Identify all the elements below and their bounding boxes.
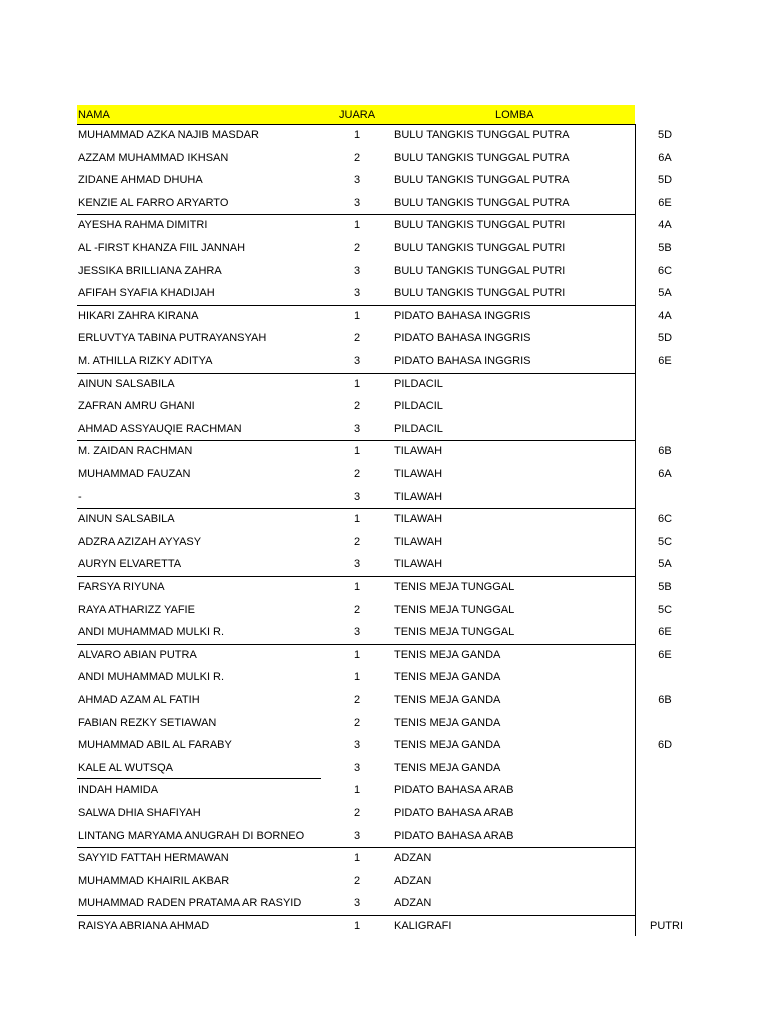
table-row xyxy=(0,192,768,215)
cell-juara: 1 xyxy=(353,377,361,390)
cell-nama: AHMAD AZAM AL FATIH xyxy=(78,694,200,706)
cell-kelas: 5A xyxy=(658,287,672,300)
cell-juara: 1 xyxy=(353,671,361,684)
cell-juara: 3 xyxy=(353,174,361,187)
cell-lomba: ADZAN xyxy=(394,897,432,910)
cell-juara: 1 xyxy=(353,852,361,865)
header-lomba: LOMBA xyxy=(495,109,534,121)
table-row xyxy=(0,915,768,938)
cell-juara: 1 xyxy=(353,129,361,141)
table-row xyxy=(0,621,768,644)
table-row xyxy=(0,576,768,599)
cell-lomba: PIDATO BAHASA ARAB xyxy=(394,807,514,819)
cell-nama: AHMAD ASSYAUQIE RACHMAN xyxy=(78,422,242,435)
cell-juara: 1 xyxy=(353,581,361,593)
cell-juara: 1 xyxy=(353,445,361,458)
cell-juara: 2 xyxy=(353,807,361,819)
cell-nama: AZZAM MUHAMMAD IKHSAN xyxy=(78,151,229,164)
group-divider xyxy=(77,305,636,306)
cell-juara: 2 xyxy=(353,400,361,413)
table-row xyxy=(0,757,768,780)
cell-juara: 2 xyxy=(353,332,361,345)
cell-juara: 1 xyxy=(353,784,361,797)
table-row xyxy=(0,802,768,825)
table-right-border xyxy=(635,124,636,936)
cell-juara: 1 xyxy=(353,920,361,932)
cell-lomba: TILAWAH xyxy=(394,468,443,480)
table-row xyxy=(0,847,768,870)
cell-kelas: 4A xyxy=(658,219,672,232)
cell-nama: JESSIKA BRILLIANA ZAHRA xyxy=(78,264,222,277)
table-row xyxy=(0,870,768,893)
cell-juara: 2 xyxy=(353,603,361,616)
group-divider xyxy=(77,373,636,374)
table-row xyxy=(0,779,768,802)
cell-lomba: PIDATO BAHASA INGGRIS xyxy=(394,332,531,345)
cell-juara: 3 xyxy=(353,422,361,435)
table-row xyxy=(0,531,768,554)
cell-kelas: 6A xyxy=(658,151,672,164)
cell-nama: ZAFRAN AMRU GHANI xyxy=(78,400,195,413)
cell-kelas: 5A xyxy=(658,558,672,571)
cell-lomba: ADZAN xyxy=(394,852,432,865)
cell-juara: 2 xyxy=(353,694,361,706)
table-row xyxy=(0,463,768,486)
cell-kelas: 6E xyxy=(658,196,672,209)
cell-nama: AINUN SALSABILA xyxy=(78,377,175,390)
cell-kelas: 5B xyxy=(658,581,672,593)
cell-lomba: KALIGRAFI xyxy=(394,920,452,932)
table-row xyxy=(0,124,768,147)
table-row xyxy=(0,508,768,531)
table-header xyxy=(77,105,635,124)
table-row xyxy=(0,237,768,260)
group-divider xyxy=(77,508,636,509)
cell-juara: 2 xyxy=(353,874,361,887)
cell-lomba: TENIS MEJA GANDA xyxy=(394,671,501,684)
cell-kelas: 6E xyxy=(658,648,672,661)
cell-nama: RAYA ATHARIZZ YAFIE xyxy=(78,603,195,616)
cell-juara: 3 xyxy=(353,287,361,300)
cell-nama: ALVARO ABIAN PUTRA xyxy=(78,648,197,661)
cell-nama: ZIDANE AHMAD DHUHA xyxy=(78,174,203,187)
cell-nama: ADZRA AZIZAH AYYASY xyxy=(78,535,202,548)
cell-juara: 3 xyxy=(353,829,361,842)
table-row xyxy=(0,734,768,757)
cell-lomba: TENIS MEJA TUNGGAL xyxy=(394,603,515,616)
table-row xyxy=(0,892,768,915)
cell-lomba: BULU TANGKIS TUNGGAL PUTRA xyxy=(394,174,570,187)
cell-lomba: BULU TANGKIS TUNGGAL PUTRI xyxy=(394,264,566,277)
cell-juara: 3 xyxy=(353,558,361,571)
cell-kelas: 6C xyxy=(657,264,673,277)
table-row xyxy=(0,418,768,441)
group-divider xyxy=(77,847,636,848)
cell-juara: 3 xyxy=(353,355,361,367)
table-row xyxy=(0,553,768,576)
cell-juara: 3 xyxy=(353,264,361,277)
cell-lomba: BULU TANGKIS TUNGGAL PUTRI xyxy=(394,219,566,232)
cell-kelas: 6D xyxy=(657,739,673,752)
cell-lomba: TILAWAH xyxy=(394,535,443,548)
cell-juara: 1 xyxy=(353,219,361,232)
cell-juara: 2 xyxy=(353,716,361,729)
cell-lomba: BULU TANGKIS TUNGGAL PUTRI xyxy=(394,242,566,254)
cell-nama: LINTANG MARYAMA ANUGRAH DI BORNEO xyxy=(78,829,305,842)
cell-lomba: TENIS MEJA GANDA xyxy=(394,761,501,774)
cell-nama: FARSYA RIYUNA xyxy=(78,581,165,593)
cell-juara: 2 xyxy=(353,151,361,164)
cell-kelas: 5D xyxy=(657,129,673,141)
table-row xyxy=(0,350,768,373)
table-row xyxy=(0,825,768,848)
cell-lomba: BULU TANGKIS TUNGGAL PUTRA xyxy=(394,151,570,164)
cell-kelas: 5C xyxy=(657,535,673,548)
group-divider xyxy=(77,214,636,215)
cell-lomba: TENIS MEJA TUNGGAL xyxy=(394,581,515,593)
cell-juara: 1 xyxy=(353,309,361,322)
cell-lomba: PIDATO BAHASA ARAB xyxy=(394,784,514,797)
table-row xyxy=(0,147,768,170)
group-divider xyxy=(77,915,636,916)
cell-lomba: TILAWAH xyxy=(394,513,443,526)
cell-lomba: TILAWAH xyxy=(394,490,443,503)
cell-nama: MUHAMMAD FAUZAN xyxy=(78,468,191,480)
group-divider xyxy=(77,124,636,125)
cell-lomba: TENIS MEJA GANDA xyxy=(394,739,501,752)
cell-kelas: 5B xyxy=(658,242,672,254)
cell-nama: KALE AL WUTSQA xyxy=(78,761,173,774)
cell-juara: 3 xyxy=(353,739,361,752)
cell-nama: M. ATHILLA RIZKY ADITYA xyxy=(78,355,213,367)
cell-lomba: PILDACIL xyxy=(394,422,443,435)
cell-nama: - xyxy=(78,490,82,503)
group-divider xyxy=(77,644,636,645)
table-row xyxy=(0,666,768,689)
cell-kelas: PUTRI xyxy=(650,920,683,932)
cell-lomba: PILDACIL xyxy=(394,377,443,390)
cell-juara: 3 xyxy=(353,196,361,209)
table-row xyxy=(0,169,768,192)
cell-juara: 3 xyxy=(353,490,361,503)
cell-juara: 1 xyxy=(353,513,361,526)
cell-lomba: PIDATO BAHASA ARAB xyxy=(394,829,514,842)
cell-nama: SAYYID FATTAH HERMAWAN xyxy=(78,852,229,865)
cell-nama: ANDI MUHAMMAD MULKI R. xyxy=(78,626,225,639)
cell-nama: AYESHA RAHMA DIMITRI xyxy=(78,219,208,232)
cell-kelas: 5D xyxy=(657,174,673,187)
group-divider xyxy=(77,576,636,577)
group-divider xyxy=(77,440,636,441)
cell-nama: M. ZAIDAN RACHMAN xyxy=(78,445,193,458)
cell-kelas: 6E xyxy=(658,355,672,367)
cell-lomba: BULU TANGKIS TUNGGAL PUTRI xyxy=(394,287,566,300)
table-row xyxy=(0,599,768,622)
cell-juara: 2 xyxy=(353,535,361,548)
cell-lomba: PIDATO BAHASA INGGRIS xyxy=(394,355,531,367)
cell-nama: MUHAMMAD RADEN PRATAMA AR RASYID xyxy=(78,897,302,910)
table-row xyxy=(0,712,768,735)
cell-kelas: 6A xyxy=(658,468,672,480)
header-juara: JUARA xyxy=(339,109,376,121)
cell-nama: ERLUVTYA TABINA PUTRAYANSYAH xyxy=(78,332,267,345)
cell-nama: AURYN ELVARETTA xyxy=(78,558,182,571)
cell-juara: 3 xyxy=(353,626,361,639)
table-row xyxy=(0,282,768,305)
table-row xyxy=(0,440,768,463)
table-row xyxy=(0,395,768,418)
cell-lomba: TENIS MEJA GANDA xyxy=(394,716,501,729)
cell-nama: INDAH HAMIDA xyxy=(78,784,159,797)
cell-lomba: TILAWAH xyxy=(394,558,443,571)
cell-nama: MUHAMMAD AZKA NAJIB MASDAR xyxy=(78,129,259,141)
cell-juara: 3 xyxy=(353,897,361,910)
cell-nama: ANDI MUHAMMAD MULKI R. xyxy=(78,671,225,684)
cell-kelas: 5D xyxy=(657,332,673,345)
header-nama: NAMA xyxy=(78,109,110,121)
table-row xyxy=(0,214,768,237)
table-row xyxy=(0,689,768,712)
cell-lomba: PILDACIL xyxy=(394,400,443,413)
cell-kelas: 6B xyxy=(658,694,672,706)
table-row xyxy=(0,644,768,667)
table-row xyxy=(0,373,768,396)
cell-lomba: TENIS MEJA TUNGGAL xyxy=(394,626,515,639)
cell-nama: MUHAMMAD KHAIRIL AKBAR xyxy=(78,874,230,887)
table-row xyxy=(0,486,768,509)
table-row xyxy=(0,305,768,328)
cell-nama: SALWA DHIA SHAFIYAH xyxy=(78,807,201,819)
cell-lomba: BULU TANGKIS TUNGGAL PUTRA xyxy=(394,196,570,209)
table-row xyxy=(0,260,768,283)
cell-lomba: TENIS MEJA GANDA xyxy=(394,694,501,706)
cell-nama: MUHAMMAD ABIL AL FARABY xyxy=(78,739,232,752)
cell-nama: FABIAN REZKY SETIAWAN xyxy=(78,716,217,729)
cell-kelas: 6C xyxy=(657,513,673,526)
cell-lomba: PIDATO BAHASA INGGRIS xyxy=(394,309,531,322)
cell-nama: AL -FIRST KHANZA FIIL JANNAH xyxy=(78,242,246,254)
cell-nama: AINUN SALSABILA xyxy=(78,513,175,526)
cell-nama: KENZIE AL FARRO ARYARTO xyxy=(78,196,229,209)
cell-juara: 3 xyxy=(353,761,361,774)
cell-kelas: 5C xyxy=(657,603,673,616)
cell-kelas: 6B xyxy=(658,445,672,458)
cell-nama: HIKARI ZAHRA KIRANA xyxy=(78,309,199,322)
cell-lomba: TILAWAH xyxy=(394,445,443,458)
table-row xyxy=(0,327,768,350)
cell-juara: 2 xyxy=(353,468,361,480)
cell-juara: 1 xyxy=(353,648,361,661)
cell-lomba: BULU TANGKIS TUNGGAL PUTRA xyxy=(394,129,570,141)
cell-kelas: 6E xyxy=(658,626,672,639)
cell-kelas: 4A xyxy=(658,309,672,322)
group-divider-partial xyxy=(77,778,321,779)
cell-nama: RAISYA ABRIANA AHMAD xyxy=(78,920,210,932)
cell-lomba: ADZAN xyxy=(394,874,432,887)
cell-juara: 2 xyxy=(353,242,361,254)
cell-lomba: TENIS MEJA GANDA xyxy=(394,648,501,661)
cell-nama: AFIFAH SYAFIA KHADIJAH xyxy=(78,287,215,300)
